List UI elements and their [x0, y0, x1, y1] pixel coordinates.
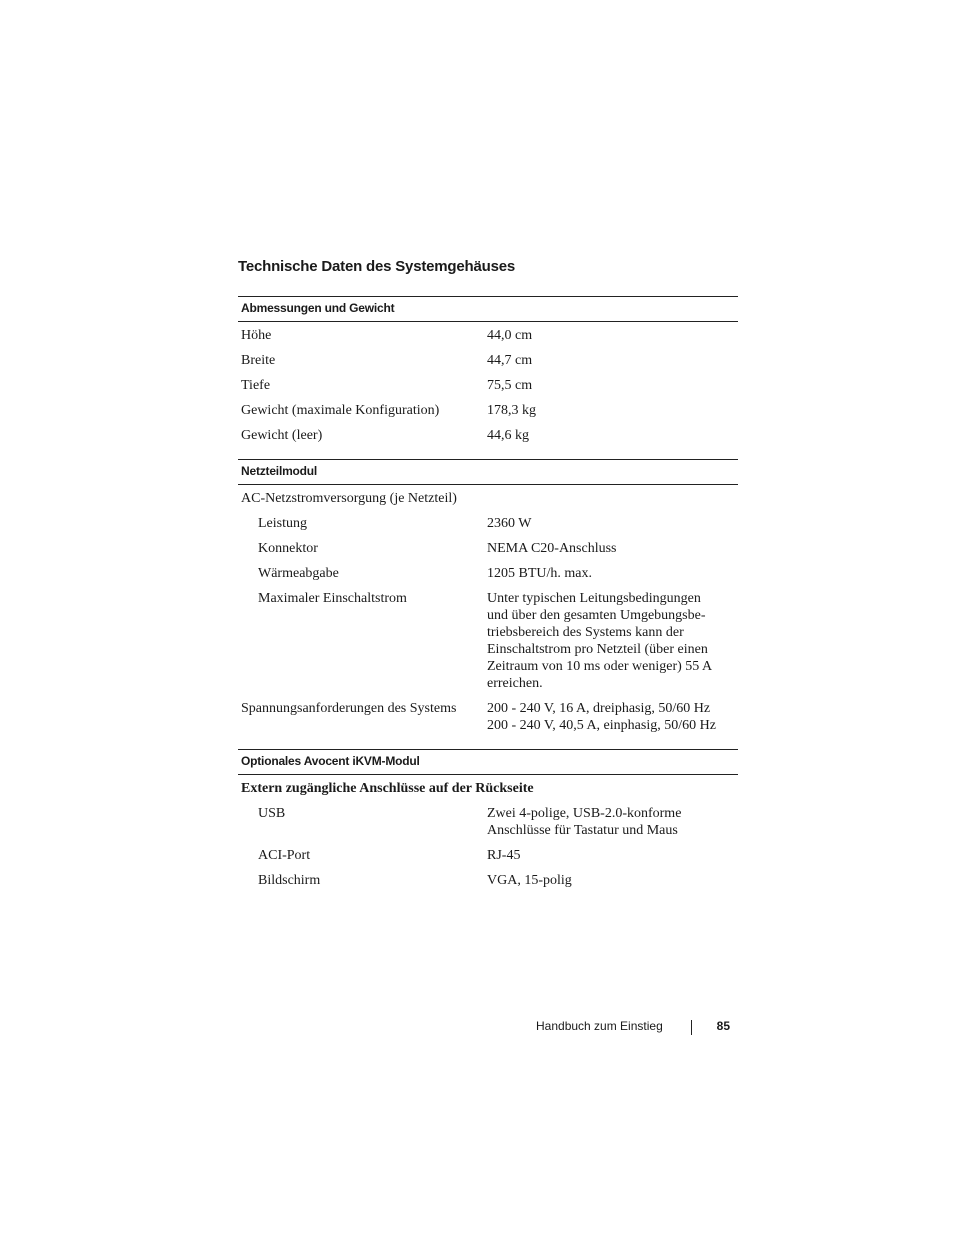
section-header-ikvm: Optionales Avocent iKVM-Modul [238, 749, 738, 775]
spec-row-power [238, 511, 738, 536]
spec-label: USB [258, 806, 286, 821]
spec-value-line: Zwei 4-polige, USB-2.0-konforme [487, 806, 682, 821]
spec-value-multiline [487, 590, 738, 692]
section-ikvm [238, 749, 738, 893]
page-number: 85 [716, 1019, 730, 1033]
spec-value-line: triebsbereich des Systems kann der [487, 625, 684, 640]
spec-row-inrush [238, 586, 738, 696]
spec-value-multiline [487, 700, 738, 734]
spec-table [238, 296, 738, 893]
spec-group-rear-ports [238, 776, 738, 801]
spec-value: 2360 W [487, 516, 532, 531]
spec-label: Gewicht (leer) [241, 428, 323, 443]
section-header-dimensions: Abmessungen und Gewicht [238, 296, 738, 322]
spec-label: Gewicht (maximale Konfiguration) [241, 403, 440, 418]
spec-label: Konnektor [258, 541, 318, 556]
spec-row-voltage [238, 696, 738, 738]
spec-label: Breite [241, 353, 276, 368]
spec-row-heat [238, 561, 738, 586]
spec-value-line: Einschaltstrom pro Netzteil (über einen [487, 642, 708, 657]
spec-value: 75,5 cm [487, 378, 533, 393]
spec-group-label: AC-Netzstromversorgung (je Netzteil) [241, 491, 457, 506]
spec-value-multiline [487, 805, 738, 839]
section-header-psu: Netzteilmodul [238, 459, 738, 485]
spec-value-line: Unter typischen Leitungsbedingungen [487, 591, 701, 606]
spec-value: 44,0 cm [487, 328, 533, 343]
spec-row-weight-max [238, 398, 738, 423]
spec-label: Tiefe [241, 378, 271, 393]
spec-row-depth [238, 373, 738, 398]
spec-row-display [238, 868, 738, 893]
spec-value: 1205 BTU/h. max. [487, 566, 592, 581]
footer-title: Handbuch zum Einstieg [536, 1019, 663, 1033]
spec-value: 178,3 kg [487, 403, 536, 418]
spec-value-line: erreichen. [487, 676, 543, 691]
spec-group-ac-power [238, 486, 738, 511]
spec-value: 44,7 cm [487, 353, 533, 368]
spec-label: Höhe [241, 328, 272, 343]
spec-group-label: Extern zugängliche Anschlüsse auf der Rückseite [241, 781, 534, 796]
spec-row-weight-empty [238, 423, 738, 448]
spec-label: Leistung [258, 516, 307, 531]
spec-label: ACI-Port [258, 848, 311, 863]
footer-divider [691, 1020, 692, 1035]
section-dimensions [238, 296, 738, 459]
spec-value: VGA, 15-polig [487, 873, 572, 888]
spec-label: Spannungsanforderungen des Systems [241, 701, 457, 716]
spec-row-aci-port [238, 843, 738, 868]
spec-value-line: Anschlüsse für Tastatur und Maus [487, 823, 678, 838]
spec-value: RJ-45 [487, 848, 521, 863]
spec-value: NEMA C20-Anschluss [487, 541, 617, 556]
page-title: Technische Daten des Systemgehäuses [238, 258, 516, 275]
spec-value-line: Zeitraum von 10 ms oder weniger) 55 A [487, 659, 713, 674]
spec-value-line: und über den gesamten Umgebungsbe- [487, 608, 706, 623]
spec-label: Maximaler Einschaltstrom [258, 591, 407, 606]
section-psu [238, 459, 738, 749]
spec-row-usb [238, 801, 738, 843]
spec-row-height [238, 323, 738, 348]
spec-row-connector [238, 536, 738, 561]
spec-label: Wärmeabgabe [258, 566, 339, 581]
spec-label: Bildschirm [258, 873, 321, 888]
spec-row-width [238, 348, 738, 373]
spec-value: 44,6 kg [487, 428, 529, 443]
spec-value-line: 200 - 240 V, 16 A, dreiphasig, 50/60 Hz [487, 701, 711, 716]
spec-value-line: 200 - 240 V, 40,5 A, einphasig, 50/60 Hz [487, 718, 716, 733]
